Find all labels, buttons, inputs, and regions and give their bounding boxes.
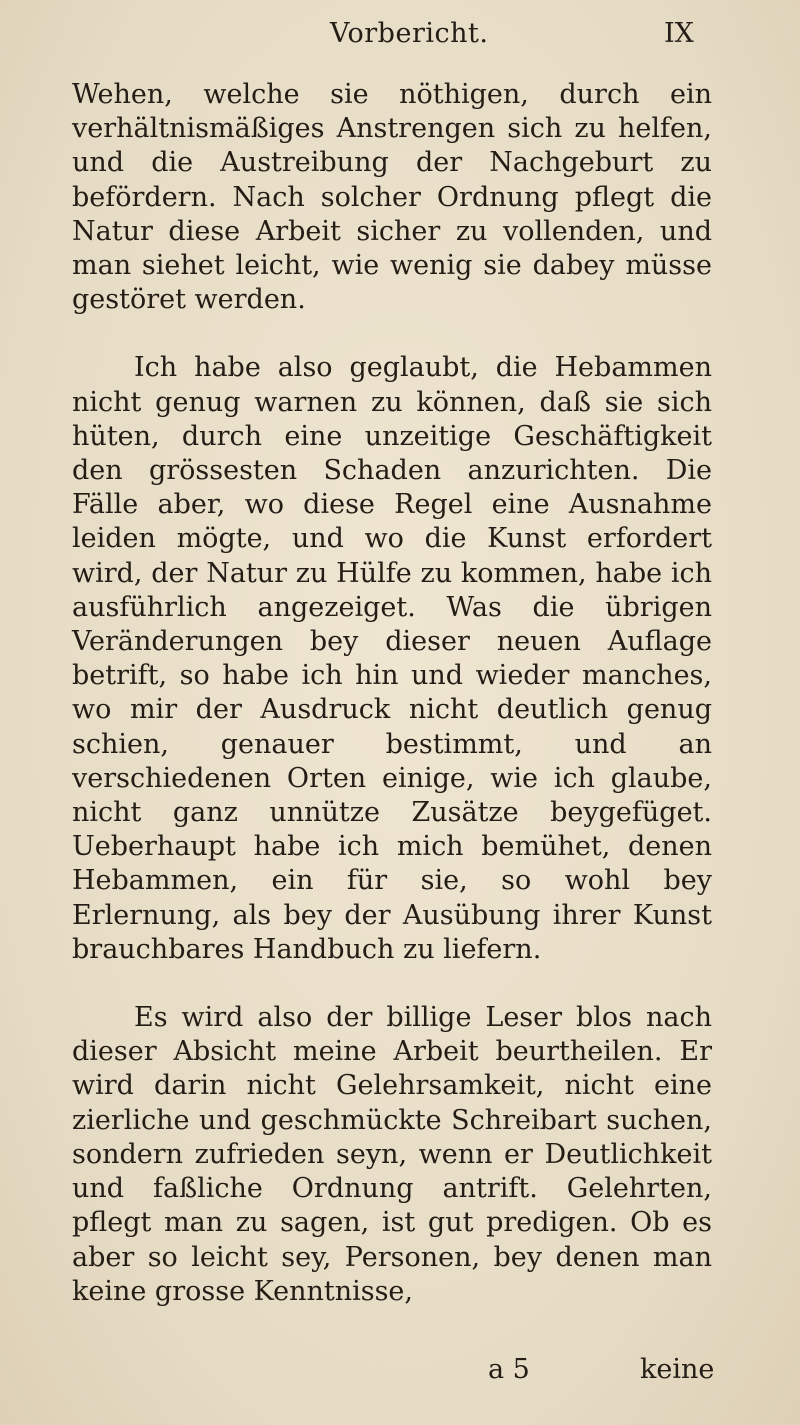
signature-mark: a 5 <box>488 1354 530 1385</box>
page-header <box>0 18 800 58</box>
paragraph-3: Es wird also der billige Leser blos nach dieser Absicht meine Arbeit beurtheilen. Er wird darin nicht Gelehrsamkeit, nicht eine zierliche und geschmückte Schreibart suchen, sondern zufrieden seyn, wenn er Deutlichkeit und faßliche Ordnung antrift. Gelehrten, pflegt man zu sagen, ist gut predigen. Ob es aber so leicht sey, Personen, bey denen man keine grosse Kenntnisse, <box>72 1002 712 1307</box>
paragraph-2: Ich habe also geglaubt, die Hebammen nicht genug warnen zu können, daß sie sich hüten, durch eine unzeitige Geschäftigkeit den grössesten Schaden anzurichten. Die Fälle aber, wo diese Regel eine Ausnahme leiden mögte, und wo die Kunst erfordert wird, der Natur zu Hülfe zu kommen, habe ich ausführlich angezeiget. Was die übrigen Veränderungen bey dieser neuen Auflage betrift, so habe ich hin und wieder manches, wo mir der Ausdruck nicht deutlich genug schien, genauer bestimmt, und an verschiedenen Orten einige, wie ich glaube, nicht ganz unnütze Zusätze beygefüget. Ueberhaupt habe ich mich bemühet, denen Hebammen, ein für sie, so wohl bey Erlernung, als bey der Ausübung ihrer Kunst brauchbares Handbuch zu liefern. <box>72 352 712 965</box>
paragraph-1: Wehen, welche sie nöthigen, durch ein verhältnismäßiges Anstrengen sich zu helfen, und die Austreibung der Nachgeburt zu befördern. Nach solcher Ordnung pflegt die Natur diese Arbeit sicher zu vollenden, und man siehet leicht, wie wenig sie dabey müsse gestöret werden. <box>72 79 712 316</box>
page-footer <box>0 1354 800 1394</box>
body-text <box>72 78 712 1309</box>
page-number: IX <box>664 18 694 49</box>
running-head: Vorbericht. <box>330 18 489 49</box>
catchword: keine <box>640 1354 715 1385</box>
